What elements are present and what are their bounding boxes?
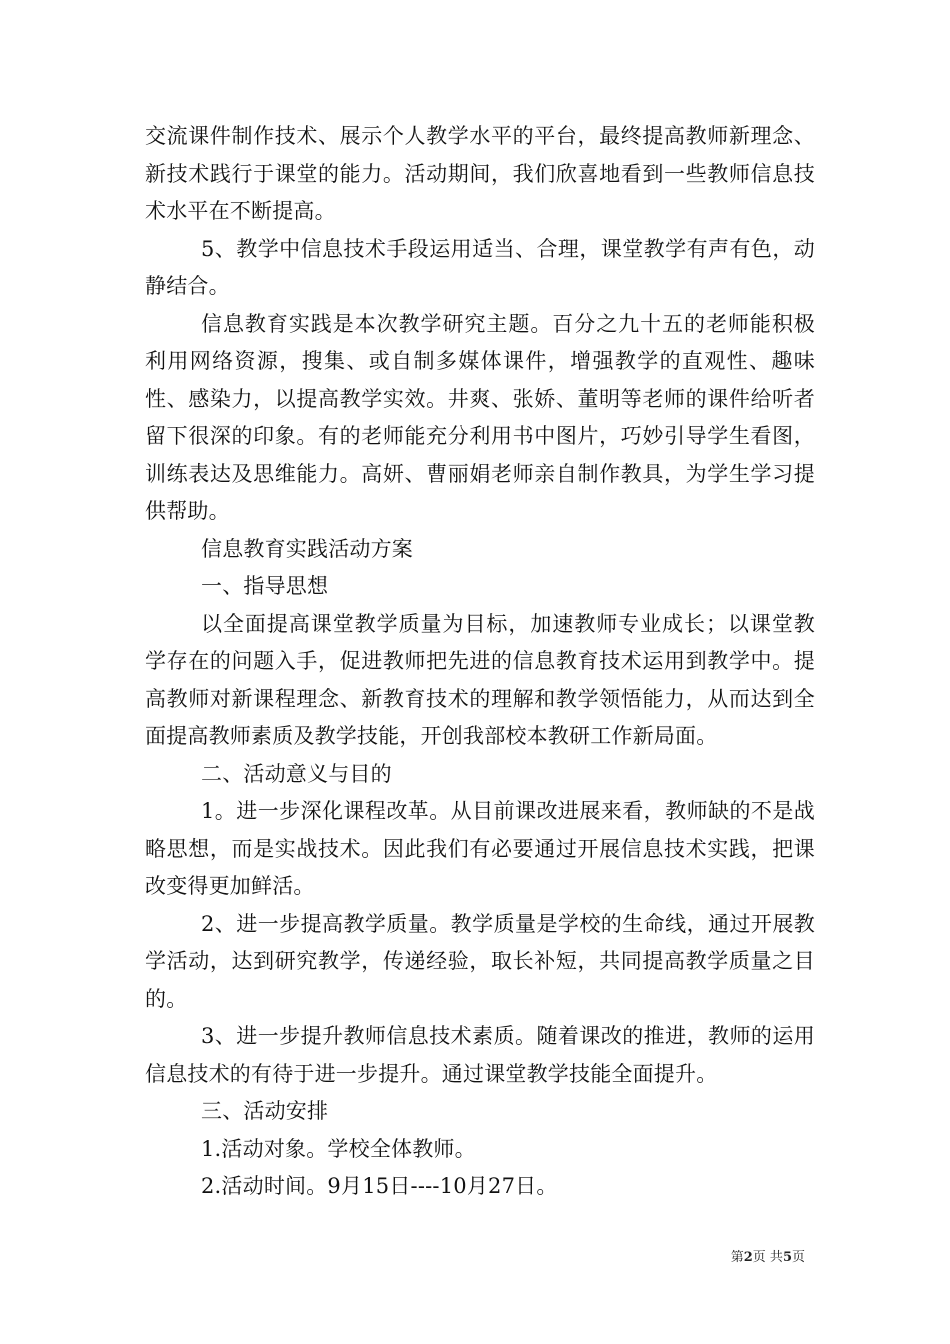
paragraph-point-1: 1。进一步深化课程改革。从目前课改进展来看，教师缺的不是战略思想，而是实战技术。因此我们有必要通过开展信息技术实践，把课改变得更加鲜活。: [145, 799, 815, 898]
footer-middle: 页 共: [752, 1250, 783, 1265]
paragraph-point-3: 3、进一步提升教师信息技术素质。随着课改的推进，教师的运用信息技术的有待于进一步提升。通过课堂教学技能全面提升。: [145, 1024, 815, 1086]
paragraph-1: 交流课件制作技术、展示个人教学水平的平台，最终提高教师新理念、新技术践行于课堂的能力。活动期间，我们欣喜地看到一些教师信息技术水平在不断提高。: [145, 124, 815, 223]
paragraph-activity-time: 2.活动时间。9月15日----10月27日。: [201, 1174, 558, 1198]
footer-current-page: 2: [743, 1250, 753, 1265]
paragraph-3: 信息教育实践是本次教学研究主题。百分之九十五的老师能积极利用网络资源，搜集、或自制多媒体课件，增强教学的直观性、趣味性、感染力，以提高教学实效。井爽、张娇、董明等老师的课件给听者留下很深的印象。有的老师能充分利用书中图片，巧妙引导学生看图，训练表达及思维能力。高妍、曹丽娟老师亲自制作教具，为学生学习提供帮助。: [145, 311, 815, 523]
paragraph-activity-target: 1.活动对象。学校全体教师。: [201, 1136, 476, 1161]
document-body: [145, 118, 815, 1206]
heading-guiding-thought: 一、指导思想: [201, 574, 329, 598]
footer-total-pages: 5: [782, 1250, 792, 1265]
page-number-footer: [731, 1246, 805, 1265]
heading-significance: 二、活动意义与目的: [201, 761, 392, 786]
footer-prefix: 第: [730, 1250, 744, 1265]
footer-suffix: 页: [791, 1250, 805, 1265]
paragraph-point-2: 2、进一步提高教学质量。教学质量是学校的生命线，通过开展教学活动，达到研究教学，传递经验，取长补短，共同提高教学质量之目的。: [145, 911, 815, 1011]
paragraph-guiding-thought: 以全面提高课堂教学质量为目标，加速教师专业成长；以课堂教学存在的问题入手，促进教师把先进的信息教育技术运用到教学中。提高教师对新课程理念、新教育技术的理解和教学领悟能力，从而达到全面提高教师素质及教学技能，开创我部校本教研工作新局面。: [145, 611, 815, 748]
section-title-plan: 信息教育实践活动方案: [201, 536, 413, 561]
heading-arrangement: 三、活动安排: [201, 1099, 329, 1123]
paragraph-2: 5、教学中信息技术手段运用适当、合理，课堂教学有声有色，动静结合。: [145, 236, 815, 298]
